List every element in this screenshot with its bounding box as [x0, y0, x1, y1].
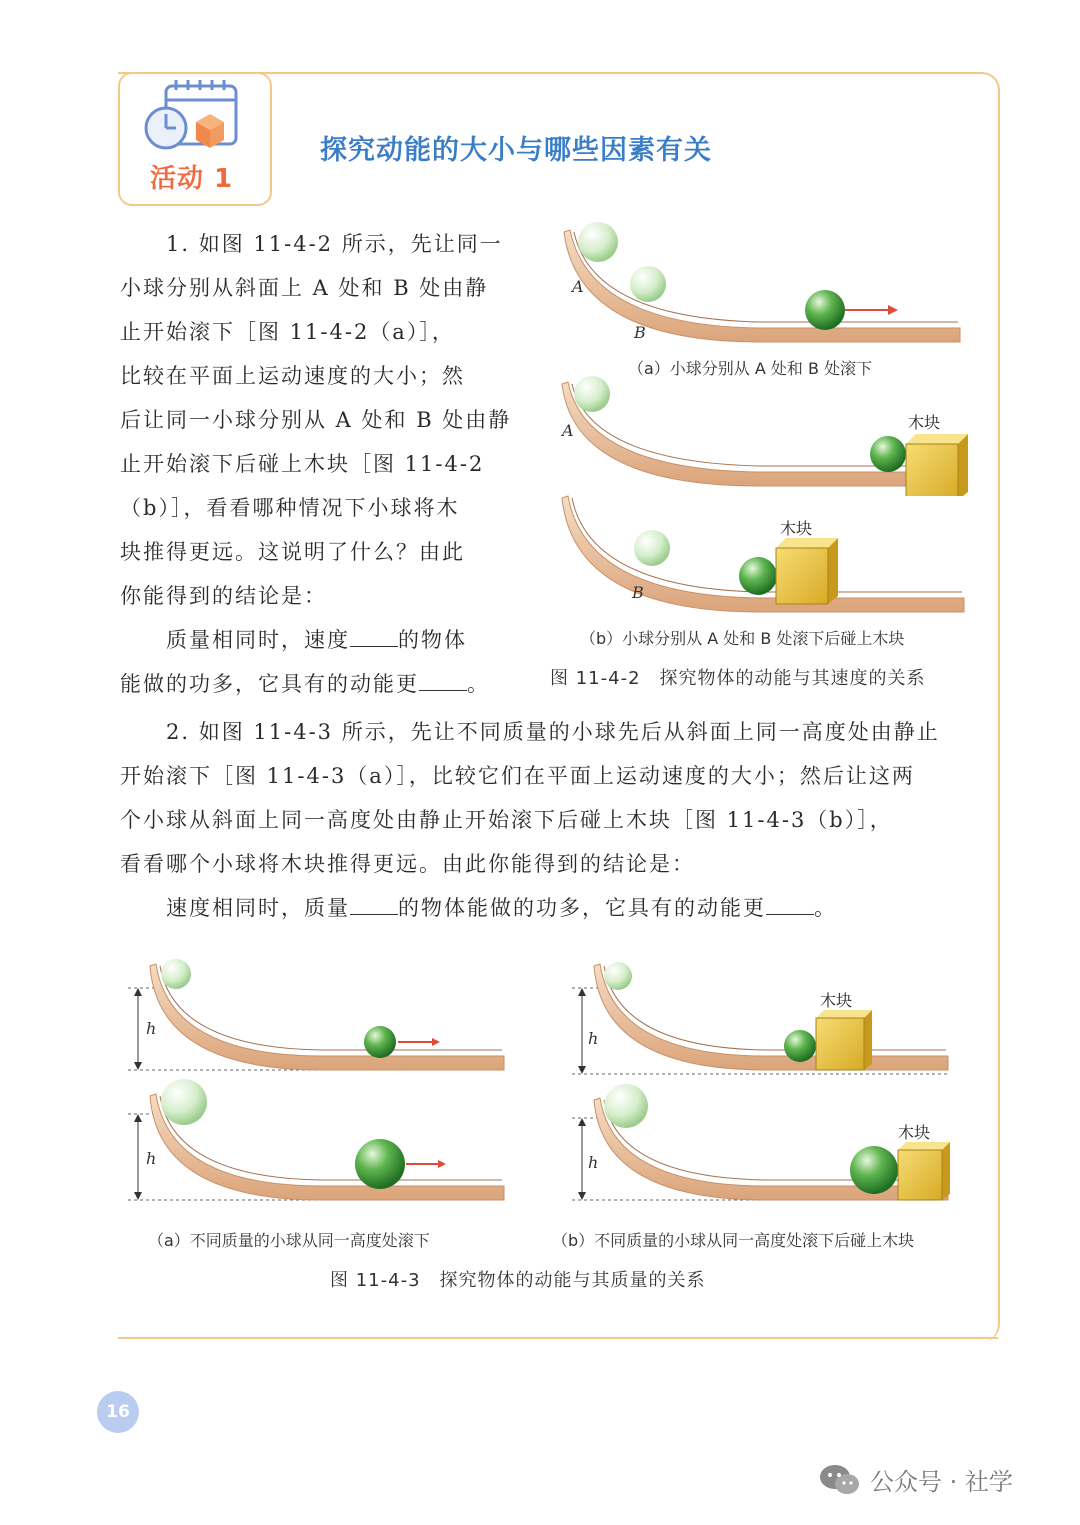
frame-bottom-rule	[118, 1337, 998, 1339]
section1-line: 1. 如图 11-4-2 所示，先让同一	[166, 232, 503, 256]
fig3-title: 图 11-4-3 探究物体的动能与其质量的关系	[330, 1270, 706, 1291]
section1-conclusion: 质量相同时，速度 的物体	[166, 628, 467, 652]
block-label: 木块	[908, 413, 941, 432]
section1-conclusion: 能做的功多，它具有的动能更 。	[120, 672, 490, 696]
activity-title: 探究动能的大小与哪些因素有关	[320, 135, 712, 166]
section1-line: 块推得更远。这说明了什么？由此	[120, 540, 465, 564]
ball	[364, 1026, 396, 1058]
label-h: h	[588, 1029, 599, 1048]
section1-line: 你能得到的结论是：	[120, 584, 327, 608]
fig3-panel-b1	[566, 958, 956, 1078]
ghost-ball	[604, 1084, 648, 1128]
ball	[355, 1139, 405, 1189]
ghost-ball	[161, 959, 191, 989]
calendar-clock-icon	[144, 76, 244, 156]
section2-text	[120, 710, 990, 930]
section2-line: 个小球从斜面上同一高度处由静止开始滚下后碰上木块［图 11-4-3（b）］，	[120, 808, 893, 832]
block-label: 木块	[820, 991, 853, 1010]
ball	[739, 557, 777, 595]
section1-line: 比较在平面上运动速度的大小；然	[120, 364, 465, 388]
fig3-panel-a1	[122, 958, 512, 1078]
fig2-caption-a: （a）小球分别从 A 处和 B 处滚下	[628, 359, 873, 378]
section1-line: 小球分别从斜面上 A 处和 B 处由静	[120, 276, 489, 300]
answer-blank[interactable]	[766, 894, 814, 915]
section1-line: 止开始滚下后碰上木块［图 11-4-2	[120, 452, 485, 476]
label-a: A	[572, 277, 584, 296]
fig2-panel-b1	[560, 374, 970, 496]
fig3-panel-b2	[566, 1078, 956, 1208]
label-h: h	[146, 1149, 157, 1168]
ghost-ball	[604, 962, 632, 990]
wechat-icon	[818, 1462, 862, 1498]
ghost-ball	[161, 1079, 207, 1125]
label-a: A	[562, 421, 574, 440]
answer-blank[interactable]	[350, 894, 398, 915]
block-label: 木块	[898, 1123, 931, 1142]
fig3-panel-a2	[122, 1078, 512, 1208]
section2-conclusion: 速度相同时，质量 的物体能做的功多，它具有的动能更 。	[166, 896, 837, 920]
label-b: B	[632, 583, 644, 602]
answer-blank[interactable]	[419, 670, 467, 691]
ghost-ball	[578, 222, 618, 262]
section1-line: 止开始滚下［图 11-4-2（a）］，	[120, 320, 455, 344]
ball	[805, 290, 845, 330]
ghost-ball	[634, 530, 670, 566]
page-number: 16	[97, 1391, 139, 1433]
label-h: h	[146, 1019, 157, 1038]
fig2-panel-a	[560, 218, 970, 356]
watermark: 公众号 · 社学	[870, 1468, 1013, 1496]
fig3-caption-a: （a）不同质量的小球从同一高度处滚下	[148, 1231, 430, 1250]
ghost-ball	[574, 376, 610, 412]
section1-text	[120, 222, 540, 706]
fig3-caption-b: （b）不同质量的小球从同一高度处滚下后碰上木块	[552, 1231, 915, 1250]
ball	[850, 1146, 898, 1194]
fig2-caption-b: （b）小球分别从 A 处和 B 处滚下后碰上木块	[580, 629, 905, 648]
fig2-panel-b2	[560, 488, 970, 616]
answer-blank[interactable]	[350, 626, 398, 647]
section1-line: 后让同一小球分别从 A 处和 B 处由静	[120, 408, 512, 432]
ghost-ball	[630, 266, 666, 302]
section2-line: 2. 如图 11-4-3 所示，先让不同质量的小球先后从斜面上同一高度处由静止	[166, 720, 940, 744]
ball	[870, 436, 906, 472]
section1-line: （b）］，看看哪种情况下小球将木	[120, 496, 460, 520]
label-h: h	[588, 1153, 599, 1172]
section2-line: 看看哪个小球将木块推得更远。由此你能得到的结论是：	[120, 852, 695, 876]
block-label: 木块	[780, 519, 813, 538]
fig2-title: 图 11-4-2 探究物体的动能与其速度的关系	[550, 668, 926, 689]
activity-badge-label: 活动 1	[150, 164, 234, 194]
ball	[784, 1030, 816, 1062]
section2-line: 开始滚下［图 11-4-3（a）］，比较它们在平面上运动速度的大小；然后让这两	[120, 764, 915, 788]
label-b: B	[634, 323, 646, 342]
